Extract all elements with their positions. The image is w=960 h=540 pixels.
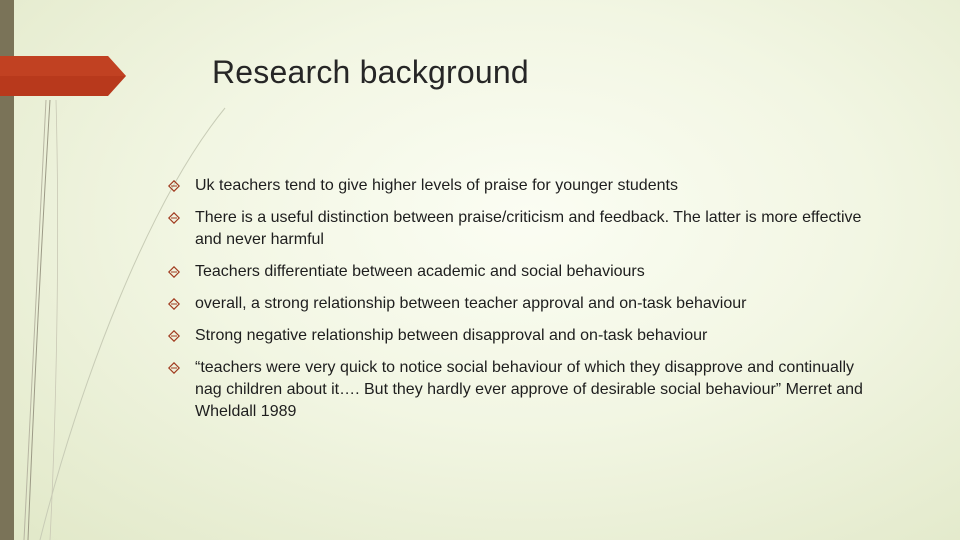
diamond-outline-icon (168, 330, 180, 342)
diamond-outline-icon (168, 212, 180, 224)
bullet-text: “teachers were very quick to notice social behaviour of which they disapprove and continually nag children about it…. But they hardly ever approve of desirable social behaviour” Merret and Wheldall 1989 (195, 359, 863, 420)
bullet-text: Strong negative relationship between disapproval and on-task behaviour (195, 327, 708, 344)
bullet-item (168, 261, 868, 283)
diamond-outline-icon (168, 180, 180, 192)
bullet-item (168, 325, 868, 347)
bullet-item (168, 357, 868, 423)
bullet-text: Teachers differentiate between academic and social behaviours (195, 263, 645, 280)
bullet-text: Uk teachers tend to give higher levels of praise for younger students (195, 177, 678, 194)
bullet-item (168, 175, 868, 197)
diamond-outline-icon (168, 266, 180, 278)
bullet-item (168, 293, 868, 315)
title-arrow-shape (0, 56, 126, 96)
bullet-item (168, 207, 868, 251)
diamond-outline-icon (168, 298, 180, 310)
bullet-text: overall, a strong relationship between teacher approval and on-task behaviour (195, 295, 747, 312)
bullet-text: There is a useful distinction between praise/criticism and feedback. The latter is more effective and never harmful (195, 209, 862, 248)
diamond-outline-icon (168, 362, 180, 374)
slide-title: Research background (212, 54, 529, 90)
bullet-list (168, 175, 868, 433)
